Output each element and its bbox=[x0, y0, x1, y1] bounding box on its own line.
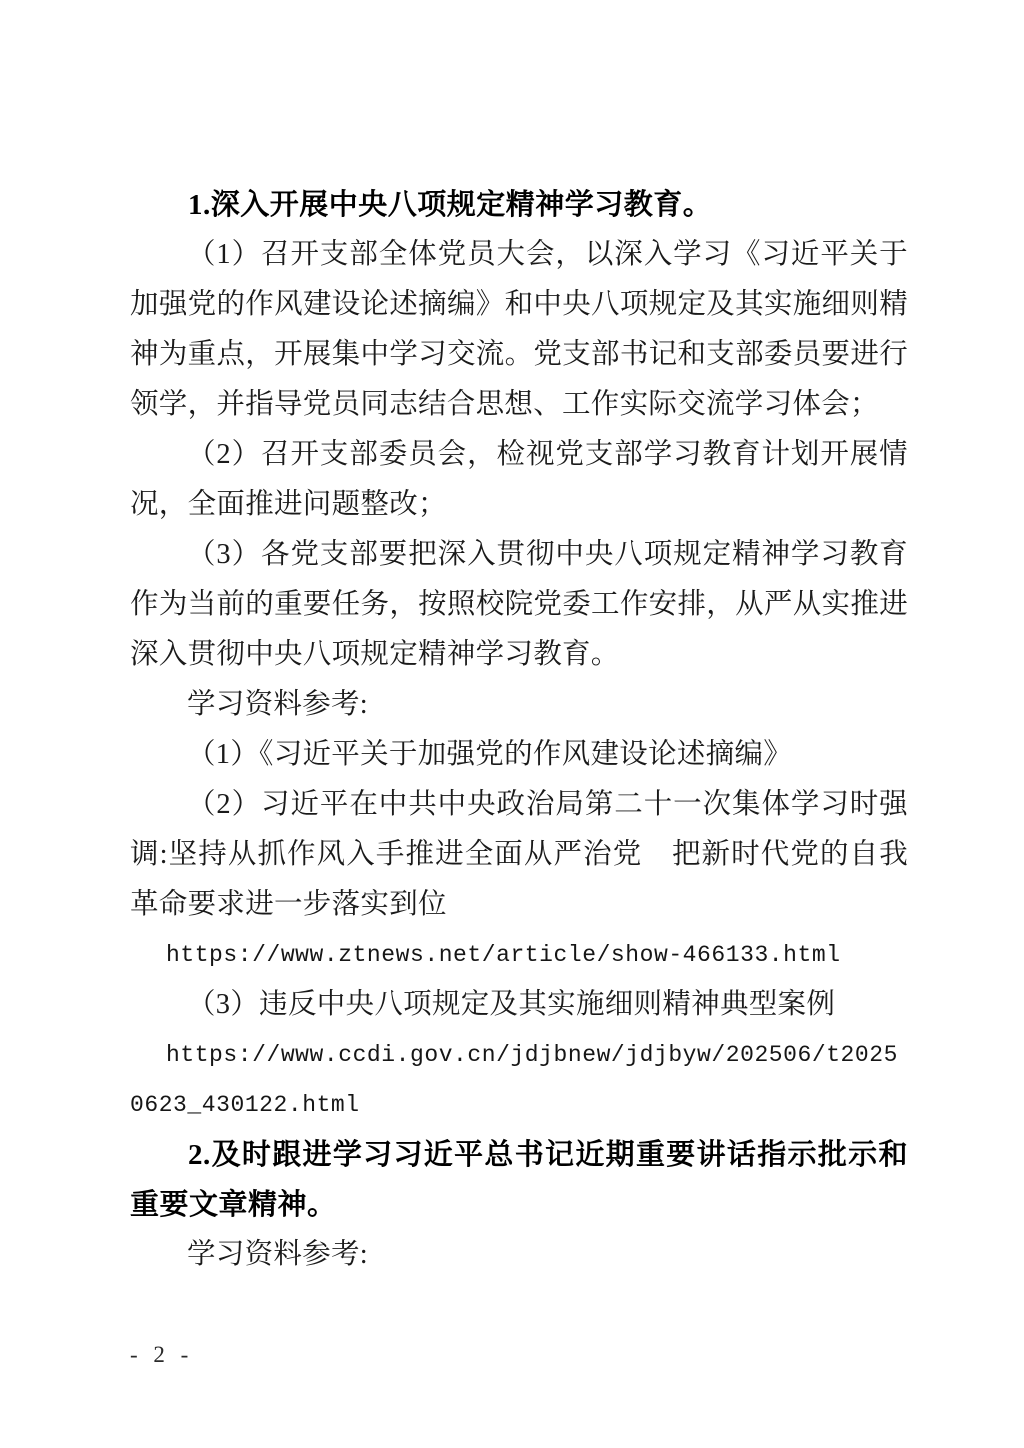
study-materials-label-1: 学习资料参考: bbox=[187, 689, 369, 720]
section-1-item-2: （2）召开支部委员会，检视党支部学习教育计划开展情况，全面推进问题整改； bbox=[130, 439, 908, 520]
study-materials-label-2: 学习资料参考: bbox=[187, 1239, 369, 1270]
document-body bbox=[130, 180, 908, 1280]
section-1-item-3: （3）各党支部要把深入贯彻中央八项规定精神学习教育作为当前的重要任务，按照校院党委工作安排，从严从实推进深入贯彻中央八项规定精神学习教育。 bbox=[130, 539, 908, 670]
section-2-heading: 2.及时跟进学习习近平总书记近期重要讲话指示批示和重要文章精神。 bbox=[130, 1139, 908, 1221]
reference-1-3: （3）违反中央八项规定及其实施细则精神典型案例 bbox=[187, 989, 836, 1020]
reference-1-2-url: https://www.ztnews.net/article/show-466133.html bbox=[166, 942, 841, 968]
reference-1-3-url: https://www.ccdi.gov.cn/jdjbnew/jdjbyw/202506/t20250623_430122.html bbox=[130, 1042, 898, 1118]
reference-1-2: （2）习近平在中共中央政治局第二十一次集体学习时强调:坚持从抓作风入手推进全面从严治党 把新时代党的自我革命要求进一步落实到位 bbox=[130, 789, 908, 920]
section-1-heading: 1.深入开展中央八项规定精神学习教育。 bbox=[188, 189, 713, 221]
reference-1-1: （1）《习近平关于加强党的作风建设论述摘编》 bbox=[187, 739, 793, 770]
section-1-item-1: （1）召开支部全体党员大会，以深入学习《习近平关于加强党的作风建设论述摘编》和中央八项规定及其实施细则精神为重点，开展集中学习交流。党支部书记和支部委员要进行领学，并指导党员同志结合思想、工作实际交流学习体会； bbox=[130, 239, 908, 420]
page-number: - 2 - bbox=[130, 1342, 194, 1367]
